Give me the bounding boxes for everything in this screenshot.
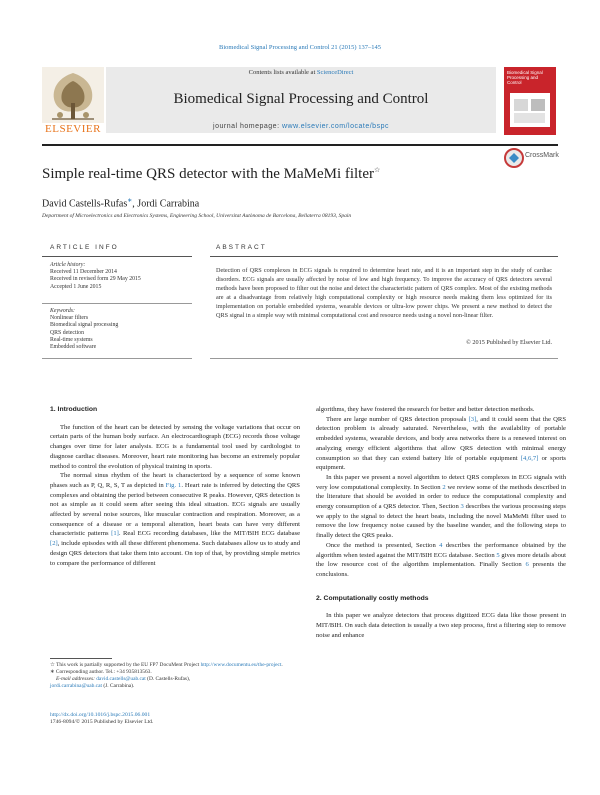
history-item: Accepted 1 June 2015 [50, 283, 102, 290]
doi-block [50, 712, 300, 726]
paragraph-text: In this paper we analyze detectors that process digitized ECG data like those present in MIT/BIH. On such data detection is usually a two step process, first a filtering step to remove noise and enhance [316, 612, 566, 639]
header-rule [42, 144, 558, 146]
article-title [42, 166, 492, 183]
paragraph [316, 415, 566, 473]
keywords [50, 308, 200, 351]
journal-title: Biomedical Signal Processing and Control [173, 91, 429, 107]
keyword-item: Embedded software [50, 344, 97, 351]
article-info-bottom-rule [42, 358, 192, 359]
article-info-rule [42, 256, 192, 257]
cover-graphic [504, 89, 556, 135]
body-left-column [50, 405, 300, 568]
homepage-link[interactable]: www.elsevier.com/locate/bspc [281, 123, 389, 130]
section-link[interactable]: 4 [439, 541, 443, 549]
paragraph-text: , include episodes with all these different phenomena. Such databases allow us to study and design QRS detectors that take them into account. On top of that, by providing simple metrics to compare the performance of different [50, 540, 300, 567]
keyword-item: Real-time systems [50, 336, 93, 343]
author-2: , Jordi Carrabina [132, 198, 200, 210]
paragraph [50, 471, 300, 568]
cover-title: Biomedical Signal Processing and Control [507, 70, 543, 85]
keywords-rule [42, 303, 192, 304]
section-link[interactable]: 2 [442, 483, 446, 491]
paragraph [316, 405, 566, 415]
footnote-text: . [281, 662, 283, 668]
publisher-logo-text: ELSEVIER [45, 123, 101, 135]
paragraph-text: . Real ECG recording databases, like the MIT/BIH ECG database [118, 530, 300, 538]
running-head[interactable]: Biomedical Signal Processing and Control 21 (2015) 137–145 [219, 44, 381, 51]
citation-link[interactable]: [1] [111, 530, 119, 538]
paragraph-text: algorithms, they have fostered the research for better and better detection methods. [316, 406, 535, 413]
paragraph-text: Once the method is presented, Section [326, 541, 440, 549]
article-title-text: Simple real-time QRS detector with the MaMeMi filter [42, 166, 375, 182]
paragraph [316, 473, 566, 541]
title-footnote-mark[interactable]: ☆ [374, 166, 381, 174]
footnote-corresponding [50, 669, 300, 676]
author-corresponding-mark[interactable]: ∗ [127, 198, 133, 204]
email-label: E-mail addresses: [56, 676, 97, 682]
history-item: Received in revised form 29 May 2015 [50, 276, 141, 283]
footnote-emails [50, 676, 300, 683]
footnote-emails-cont [50, 683, 300, 690]
footnotes [50, 662, 300, 690]
footnote-funding [50, 662, 300, 669]
footnote-text: (J. Carrabina). [101, 683, 135, 689]
abstract-header: ABSTRACT [216, 244, 267, 251]
author-1: David Castells-Rufas [42, 198, 128, 210]
figure-link[interactable]: Fig. 1 [165, 481, 182, 489]
homepage-label: journal homepage: [213, 123, 280, 130]
paragraph [316, 611, 566, 640]
keyword-item: Biomedical signal processing [50, 322, 119, 329]
history-label: Article history: [50, 262, 86, 268]
paragraph-text: There are large number of QRS detection proposals [326, 415, 469, 423]
paragraph [316, 541, 566, 580]
journal-masthead [42, 63, 558, 141]
paragraph-text: , and it could seem that the QRS detection problem is already saturated. Nevertheless, with the availability of portable embedded systems, wearable devices, and body area networks there is a renewed interest on analyzing energy efficient algorithms that allow QRS detection with minimal energy consumption so that they can extend battery life of portable equipment [316, 415, 566, 462]
authors [42, 197, 199, 209]
section-2-title: 2. Computationally costly methods [316, 594, 429, 602]
section-1-title: 1. Introduction [50, 406, 98, 413]
footnote-text: (D. Castells-Rufas), [145, 676, 191, 682]
email-link[interactable]: jordi.carrabina@uab.cat [50, 683, 102, 689]
doi-link[interactable]: http://dx.doi.org/10.1016/j.bspc.2015.06.001 [50, 712, 151, 718]
section-link[interactable]: 6 [525, 561, 529, 569]
footnote-mark: ☆ [50, 662, 55, 668]
issn-line: 1746-8094/© 2015 Published by Elsevier Ltd. [50, 719, 154, 725]
keyword-item: Nonlinear filters [50, 315, 89, 322]
contents-prefix: Contents lists available at [248, 69, 316, 76]
citation-link[interactable]: [4,6,7] [520, 454, 539, 462]
footnote-rule [50, 658, 112, 659]
paragraph [50, 423, 300, 472]
article-info-header: ARTICLE INFO [50, 244, 119, 251]
abstract-rule [210, 256, 558, 257]
paragraph-text: describes the various processing steps we apply to the signal to detect the heart beats, including the novel MaMeMi filter used to remove the low frequency noise caused by the baseline wander, and the following steps to finally detect the QRS peaks. [316, 503, 566, 540]
keyword-item: QRS detection [50, 329, 84, 336]
paragraph-text: or sports equipment. [316, 454, 566, 472]
citation-link[interactable]: [2] [50, 540, 58, 548]
footnote-text: This work is partially supported by the EU FP7 DocuMent Project [54, 662, 201, 668]
paragraph-text: gives more details about the low resource cost of the algorithm implementation. Finally Section [316, 551, 566, 569]
abstract-bottom-rule [210, 358, 558, 359]
section-link[interactable]: 3 [460, 503, 464, 511]
footnote-mark: ∗ [50, 669, 55, 675]
abstract-copyright: © 2015 Published by Elsevier Ltd. [466, 339, 552, 346]
crossmark-label[interactable]: CrossMark [525, 152, 559, 159]
affiliation: Department of Microelectronics and Electronics Systems, Engineering School, Universitat Autònoma de Barcelona, Bellaterra 08193, Spain [42, 213, 352, 219]
paragraph-text: The normal sinus rhythm of the heart is characterized by a sequence of some known phases such as P, Q, R, S, T as depicted in [50, 472, 300, 489]
body-right-column [316, 405, 566, 640]
footnote-text: Corresponding author. Tel.: +34 935813563. [54, 669, 152, 675]
sciencedirect-link[interactable]: ScienceDirect [316, 69, 354, 76]
paragraph-text: we review some of the methods described in the literature that should be avoided in order to reduce the computational complexity and energy consumption of a QRS detector. Then, Section [316, 483, 566, 511]
contents-line [106, 69, 496, 76]
paragraph-text: presents the conclusions. [316, 561, 566, 578]
email-link[interactable]: david.castells@uab.cat [96, 676, 146, 682]
citation-link[interactable]: [3] [468, 415, 477, 423]
abstract-text: Detection of QRS complexes in ECG signals is required to determine heart rate, and it is an important step in the study of cardiac disorders. ECG signals are usually affected by noise of low and high frequency. To improve the accuracy of QRS detectors several methods have been proposed to filter out the noise and detect the characteristic pattern of QRS complex. Most of the existing methods are at a disadvantage from relatively high computational complexity or high resource needs making them less optimized for its implementation on portable embedded systems, wearable devices or ultra-low power chips. We present a new method to detect the QRS signal in a simple way with minimal computational cost and resource needs using a novel non-linear filter. [216, 267, 552, 319]
keywords-label: Keywords: [50, 308, 75, 314]
journal-homepage-line [106, 123, 496, 130]
section-link[interactable]: 5 [496, 551, 500, 559]
article-history [50, 262, 200, 291]
history-item: Received 11 December 2014 [50, 269, 117, 276]
paragraph-text: describes the performance obtained by the algorithm when tested against the MIT/BIH ECG database. Section [316, 541, 566, 559]
paragraph-text: In this paper we present a novel algorithm to detect QRS complexes in ECG signals with very low computational complexity. In Section [316, 473, 566, 491]
paragraph-text: The function of the heart can be detected by sensing the voltage variations that occur on certain parts of the human body surface. An electrocardiograph (ECG) records those voltage changes over time for later analysis. ECG is a fundamental tool used by cardiologist to diagnose cardiac diseases. Moreover, heart rate monitoring has become an extremely popular method to control the evolution of physical training in sports. [50, 423, 300, 470]
journal-cover-thumbnail [504, 67, 556, 135]
project-link[interactable]: http://www.documentu.eu/the-project [200, 662, 282, 668]
paragraph-text: . Heart rate is inferred by detecting the QRS complexes and obtaining the period between consecutive R peaks. However, QRS detection is not as simple as it could seem after seeing this ideal situation. ECG signals are usually affected by several noise sources, like muscular contraction and respiration. Moreover, as a consequence of a disease or a temporal alteration, heart beats can have very different characteristic patterns [50, 481, 300, 538]
